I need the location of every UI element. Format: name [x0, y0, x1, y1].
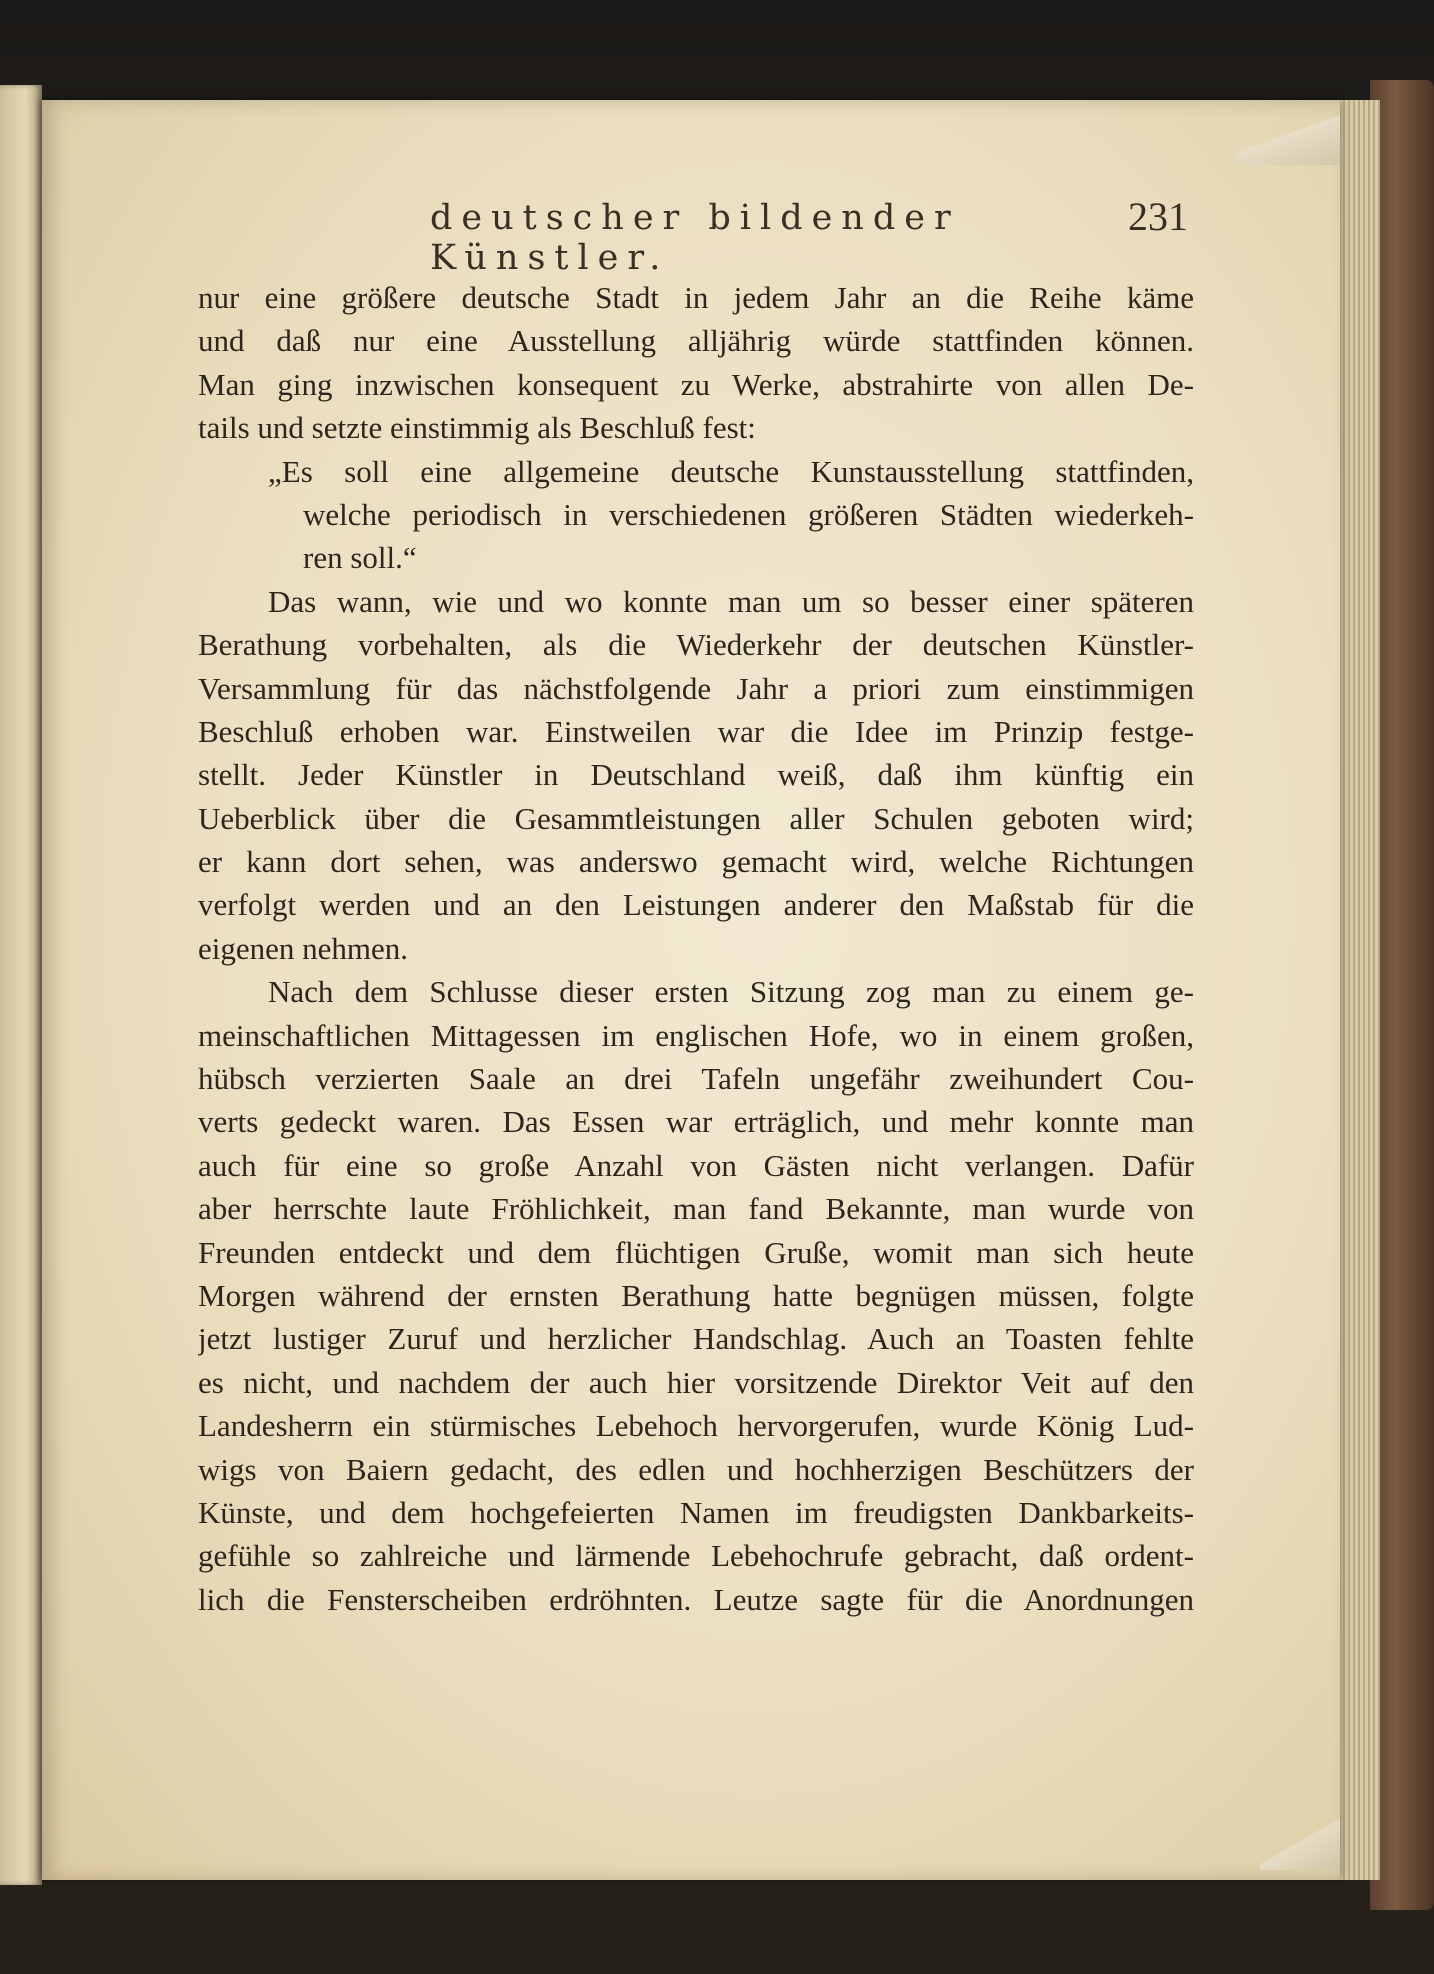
text-line: und daß nur eine Ausstellung alljährig würde stattfinden können.	[198, 323, 1194, 359]
quote-line: ren soll.“	[303, 540, 417, 576]
text-line: nur eine größere deutsche Stadt in jedem Jahr an die Reihe käme	[198, 280, 1194, 315]
body-text	[198, 276, 1194, 1621]
text-line: lich die Fensterscheiben erdröhnten. Leutze sagte für die Anordnungen	[198, 1581, 1194, 1617]
quote-line: „Es soll eine allgemeine deutsche Kunstausstellung stattfinden,	[268, 453, 1194, 489]
text-line: es nicht, und nachdem der auch hier vorsitzende Direktor Veit auf den	[198, 1364, 1194, 1400]
text-line: meinschaftlichen Mittagessen im englischen Hofe, wo in einem großen,	[198, 1017, 1194, 1053]
text-line: er kann dort sehen, was anderswo gemacht wird, welche Richtungen	[198, 844, 1194, 880]
text-line: Ueberblick über die Gesammtleistungen aller Schulen geboten wird;	[198, 800, 1194, 836]
text-line: auch für eine so große Anzahl von Gästen nicht verlangen. Dafür	[198, 1147, 1194, 1183]
folded-corner-bottom	[1260, 1790, 1340, 1870]
text-line: Nach dem Schlusse dieser ersten Sitzung zog man zu einem ge-	[268, 974, 1194, 1010]
text-line: Versammlung für das nächstfolgende Jahr a priori zum einstimmigen	[198, 670, 1194, 706]
quote-line: welche periodisch in verschiedenen größeren Städten wiederkeh-	[303, 496, 1194, 532]
text-line: Freunden entdeckt und dem flüchtigen Gruße, womit man sich heute	[198, 1234, 1194, 1270]
running-head: deutscher bildender Künstler.	[430, 198, 960, 278]
text-line: jetzt lustiger Zuruf und herzlicher Handschlag. Auch an Toasten fehlte	[198, 1321, 1194, 1357]
page-stack-edge	[1335, 100, 1380, 1880]
folded-corner-top	[1235, 105, 1340, 165]
text-line: Das wann, wie und wo konnte man um so besser einer späteren	[268, 583, 1194, 619]
text-line: Berathung vorbehalten, als die Wiederkehr der deutschen Künstler-	[198, 627, 1194, 663]
text-line: Beschluß erhoben war. Einstweilen war die Idee im Prinzip festge-	[198, 713, 1194, 749]
text-line: Landesherrn ein stürmisches Lebehoch hervorgerufen, wurde König Lud-	[198, 1408, 1194, 1444]
text-line: verts gedeckt waren. Das Essen war erträglich, und mehr konnte man	[198, 1104, 1194, 1140]
text-line: gefühle so zahlreiche und lärmende Lebehochrufe gebracht, daß ordent-	[198, 1538, 1194, 1574]
text-line: Morgen während der ernsten Berathung hatte begnügen müssen, folgte	[198, 1277, 1194, 1313]
text-line: eigenen nehmen.	[198, 930, 409, 966]
text-line: tails und setzte einstimmig als Beschluß fest:	[198, 410, 756, 446]
page-number: 231	[1128, 194, 1188, 239]
text-line: verfolgt werden und an den Leistungen anderer den Maßstab für die	[198, 887, 1194, 923]
text-line: aber herrschte laute Fröhlichkeit, man fand Bekannte, man wurde von	[198, 1191, 1194, 1227]
text-line: hübsch verzierten Saale an drei Tafeln ungefähr zweihundert Cou-	[198, 1061, 1194, 1097]
text-line: Künste, und dem hochgefeierten Namen im freudigsten Dankbarkeits-	[198, 1494, 1194, 1530]
text-line: stellt. Jeder Künstler in Deutschland weiß, daß ihm künftig ein	[198, 757, 1194, 793]
text-line: wigs von Baiern gedacht, des edlen und hochherzigen Beschützers der	[198, 1451, 1194, 1487]
text-line: Man ging inzwischen konsequent zu Werke, abstrahirte von allen De-	[198, 366, 1194, 402]
previous-page-edge	[0, 85, 42, 1885]
